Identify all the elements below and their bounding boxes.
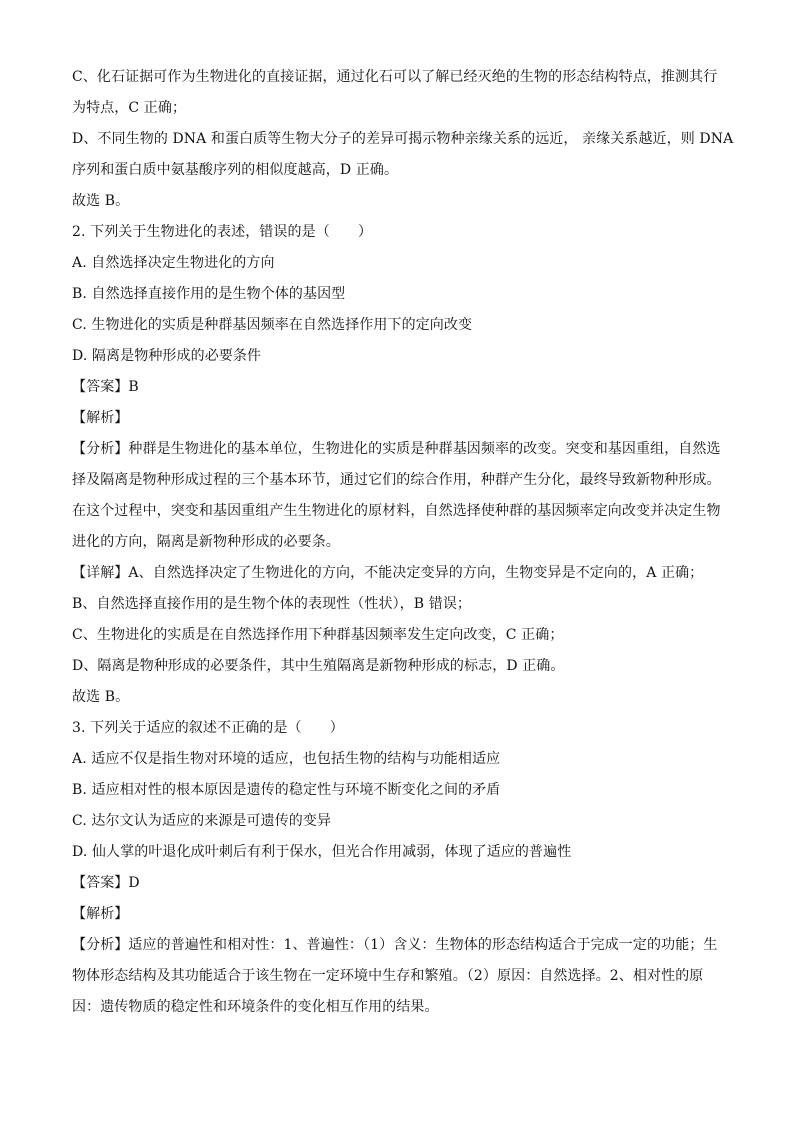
text-line: 择及隔离是物种形成过程的三个基本环节，通过它们的综合作用，种群产生分化，最终导致新物种形成。: [72, 472, 721, 488]
text-line: 为特点，C 正确；: [72, 100, 187, 116]
text-line: 在这个过程中，突变和基因重组产生生物进化的原材料，自然选择使种群的基因频率定向改变并决定生物: [72, 503, 721, 519]
question-stem: 3. 下列关于适应的叙述不正确的是（ ）: [72, 720, 344, 736]
option-d: D. 仙人掌的叶退化成叶刺后有利于保水，但光合作用减弱，体现了适应的普遍性: [72, 844, 572, 860]
text-line: C、生物进化的实质是在自然选择作用下种群基因频率发生定向改变，C 正确；: [72, 627, 564, 643]
option-a: A. 适应不仅是指生物对环境的适应，也包括生物的结构与功能相适应: [72, 751, 501, 767]
option-d: D. 隔离是物种形成的必要条件: [72, 348, 262, 364]
text-line: 因：遗传物质的稳定性和环境条件的变化相互作用的结果。: [72, 999, 439, 1015]
answer-line: 【答案】B: [72, 379, 139, 395]
text-line: D、隔离是物种形成的必要条件，其中生殖隔离是新物种形成的标志，D 正确。: [72, 658, 565, 674]
option-b: B. 适应相对性的根本原因是遗传的稳定性与环境不断变化之间的矛盾: [72, 782, 501, 798]
text-line: D、不同生物的 DNA 和蛋白质等生物大分子的差异可揭示物种亲缘关系的远近， 亲缘关系越近，则 DNA: [72, 131, 734, 147]
text-line: B、自然选择直接作用的是生物个体的表现性（性状），B 错误；: [72, 596, 472, 612]
text-line: 故选 B。: [72, 689, 130, 705]
text-line: C、化石证据可作为生物进化的直接证据，通过化石可以了解已经灭绝的生物的形态结构特点，推测其行: [72, 69, 718, 85]
analysis-heading: 【解析】: [72, 906, 129, 922]
option-c: C. 达尔文认为适应的来源是可遗传的变异: [72, 813, 332, 829]
option-a: A. 自然选择决定生物进化的方向: [72, 255, 275, 271]
text-line: 进化的方向，隔离是新物种形成的必要条。: [72, 534, 340, 550]
text-line: 序列和蛋白质中氨基酸序列的相似度越高，D 正确。: [72, 162, 399, 178]
option-c: C. 生物进化的实质是种群基因频率在自然选择作用下的定向改变: [72, 317, 473, 333]
text-line: 【分析】种群是生物进化的基本单位，生物进化的实质是种群基因频率的改变。突变和基因重组，自然选: [72, 441, 721, 457]
answer-line: 【答案】D: [72, 875, 140, 891]
option-b: B. 自然选择直接作用的是生物个体的基因型: [72, 286, 346, 302]
document-page: [72, 62, 734, 1023]
text-line: 【分析】适应的普遍性和相对性：1、普遍性：（1）含义：生物体的形态结构适合于完成一定的功能；生: [72, 937, 718, 953]
text-line: 【详解】A、自然选择决定了生物进化的方向，不能决定变异的方向，生物变异是不定向的，A 正确；: [72, 565, 704, 581]
text-line: 故选 B。: [72, 193, 130, 209]
question-stem: 2. 下列关于生物进化的表述，错误的是（ ）: [72, 224, 373, 240]
text-line: 物体形态结构及其功能适合于该生物在一定环境中生存和繁殖。（2）原因：自然选择。2、相对性的原: [72, 968, 704, 984]
analysis-heading: 【解析】: [72, 410, 129, 426]
